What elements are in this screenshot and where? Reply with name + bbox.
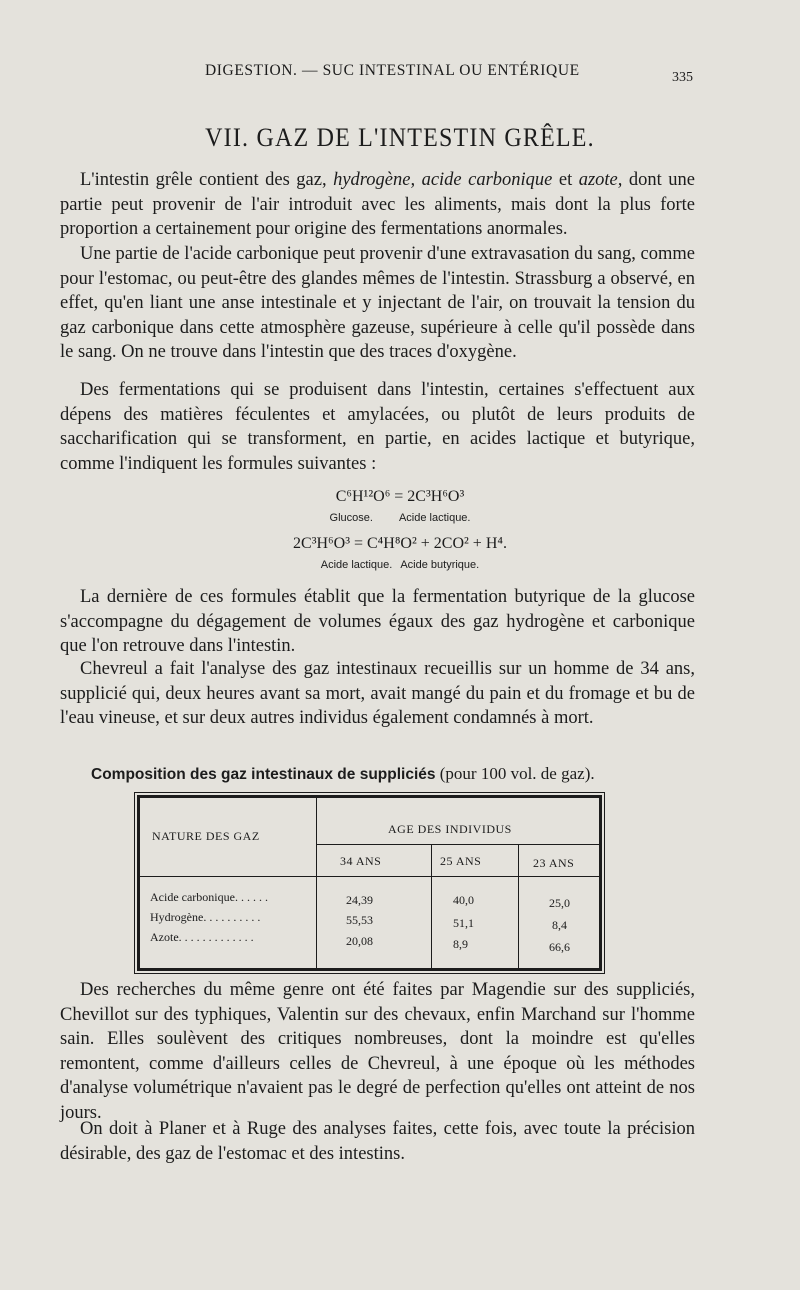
paragraph-1: [60, 168, 695, 242]
page-number: 335: [672, 70, 693, 85]
col-header-age-group: AGE DES INDIVIDUS: [388, 822, 512, 836]
formula-1-equation: [0, 488, 800, 506]
row-label-nitrogen: Azote. . . . . . . . . . . . .: [150, 930, 254, 944]
formula-1-rhs: = 2C³H⁶O³: [394, 488, 465, 505]
formula-2-lhs: 2C³H⁶O³: [293, 535, 350, 552]
col-header-age-2: 25 ANS: [440, 854, 482, 868]
cell-co2-34: 24,39: [346, 893, 373, 907]
row-label-co2: Acide carbonique. . . . . .: [150, 890, 268, 904]
p1-italic-a: hydrogène, acide carbonique: [333, 170, 553, 190]
paragraph-3: Des fermentations qui se produisent dans l'intestin, certaines s'effectuent aux dépens des matières féculentes et amylacées, ou plutôt de leurs produits de saccharification qui se transforment, en partie, en acides lactique et butyrique, comme l'indiquent les formules suivantes :: [60, 380, 695, 474]
table-header-rule: [140, 876, 599, 877]
col-header-age-1: 34 ANS: [340, 854, 382, 868]
formula-lactic: [0, 535, 800, 571]
col-header-nature: NATURE DES GAZ: [152, 829, 260, 843]
gas-composition-table: [137, 795, 602, 971]
paragraph-4: La dernière de ces formules établit que la fermentation butyrique de la glucose s'accompagne du dégagement de volumes égaux des gaz hydrogène et carbonique que l'on retrouve dans l'intestin.: [60, 587, 695, 656]
formula-2-label-right: Acide butyrique.: [400, 559, 480, 571]
formula-2-label-left: Acide lactique.: [320, 559, 393, 571]
paragraph-7: On doit à Planer et à Ruge des analyses faites, cette fois, avec toute la précision désirable, des gaz de l'estomac et des intestins.: [60, 1119, 695, 1164]
cell-h-25: 51,1: [453, 916, 474, 930]
p1-text-a: L'intestin grêle contient des gaz,: [80, 170, 334, 190]
cell-co2-23: 25,0: [549, 896, 570, 910]
row-label-hydrogen: Hydrogène. . . . . . . . . .: [150, 910, 261, 924]
table-caption: [91, 764, 595, 784]
p1-italic-b: azote,: [578, 170, 623, 190]
table-vline-3: [518, 844, 519, 968]
table-caption-bold: Composition des gaz intestinaux de suppliciés: [91, 766, 436, 783]
table-group-rule: [316, 844, 599, 845]
p1-text-b: et: [552, 170, 579, 190]
cell-h-34: 55,53: [346, 913, 373, 927]
cell-n-34: 20,08: [346, 934, 373, 948]
p1-text-c: dont une partie peut provenir de l'air introduit avec les aliments, mais dont la plus forte proportion a certainement pour origine des fermentations anormales.: [60, 170, 695, 239]
formula-1-labels: [0, 512, 800, 524]
paragraph-2: Une partie de l'acide carbonique peut provenir d'une extravasation du sang, comme pour l'estomac, ou peut-être des glandes mêmes de l'intestin. Strassburg a observé, en effet, qu'en liant une anse intestinale et y injectant de l'air, on trouvait la tension du gaz carbonique dans cette atmosphère gazeuse, supérieure à celle qu'il possède dans le sang. On ne trouve dans l'intestin que des traces d'oxygène.: [60, 244, 695, 362]
paragraph-5: Chevreul a fait l'analyse des gaz intestinaux recueillis sur un homme de 34 ans, supplicié qui, deux heures avant sa mort, avait mangé du pain et du fromage et bu de l'eau vineuse, et sur deux autres individus également condamnés à mort.: [60, 659, 695, 728]
cell-co2-25: 40,0: [453, 893, 474, 907]
paragraph-6: Des recherches du même genre ont été faites par Magendie sur des suppliciés, Chevillot sur des typhiques, Valentin sur des chevaux, enfin Marchand sur l'homme sain. Elles soulèvent des critiques nombreuses, dont la moindre est qu'elles remontent, comme d'ailleurs celles de Chevreul, à une époque où les méthodes d'analyse volumétrique n'avaient pas le degré de perfection qu'elles ont atteint de nos jours.: [60, 980, 695, 1123]
cell-n-25: 8,9: [453, 937, 468, 951]
formula-2-rhs: = C⁴H⁸O² + 2CO² + H⁴.: [353, 535, 507, 552]
col-header-age-3: 23 ANS: [533, 856, 575, 870]
page-header: [0, 62, 800, 92]
table-vline-2: [431, 844, 432, 968]
table-caption-rest: (pour 100 vol. de gaz).: [435, 764, 595, 783]
formula-1-label-left: Glucose.: [329, 512, 373, 524]
cell-h-23: 8,4: [552, 918, 567, 932]
table-vline-1: [316, 798, 317, 968]
running-title: DIGESTION. — SUC INTESTINAL OU ENTÉRIQUE: [205, 62, 580, 79]
formula-1-label-right: Acide lactique.: [398, 512, 471, 524]
section-title: VII. GAZ DE L'INTESTIN GRÊLE.: [205, 123, 595, 153]
formula-1-lhs: C⁶H¹²O⁶: [335, 488, 391, 505]
formula-2-equation: [0, 535, 800, 553]
formula-glucose: [0, 488, 800, 524]
cell-n-23: 66,6: [549, 940, 570, 954]
formula-2-labels: [0, 559, 800, 571]
